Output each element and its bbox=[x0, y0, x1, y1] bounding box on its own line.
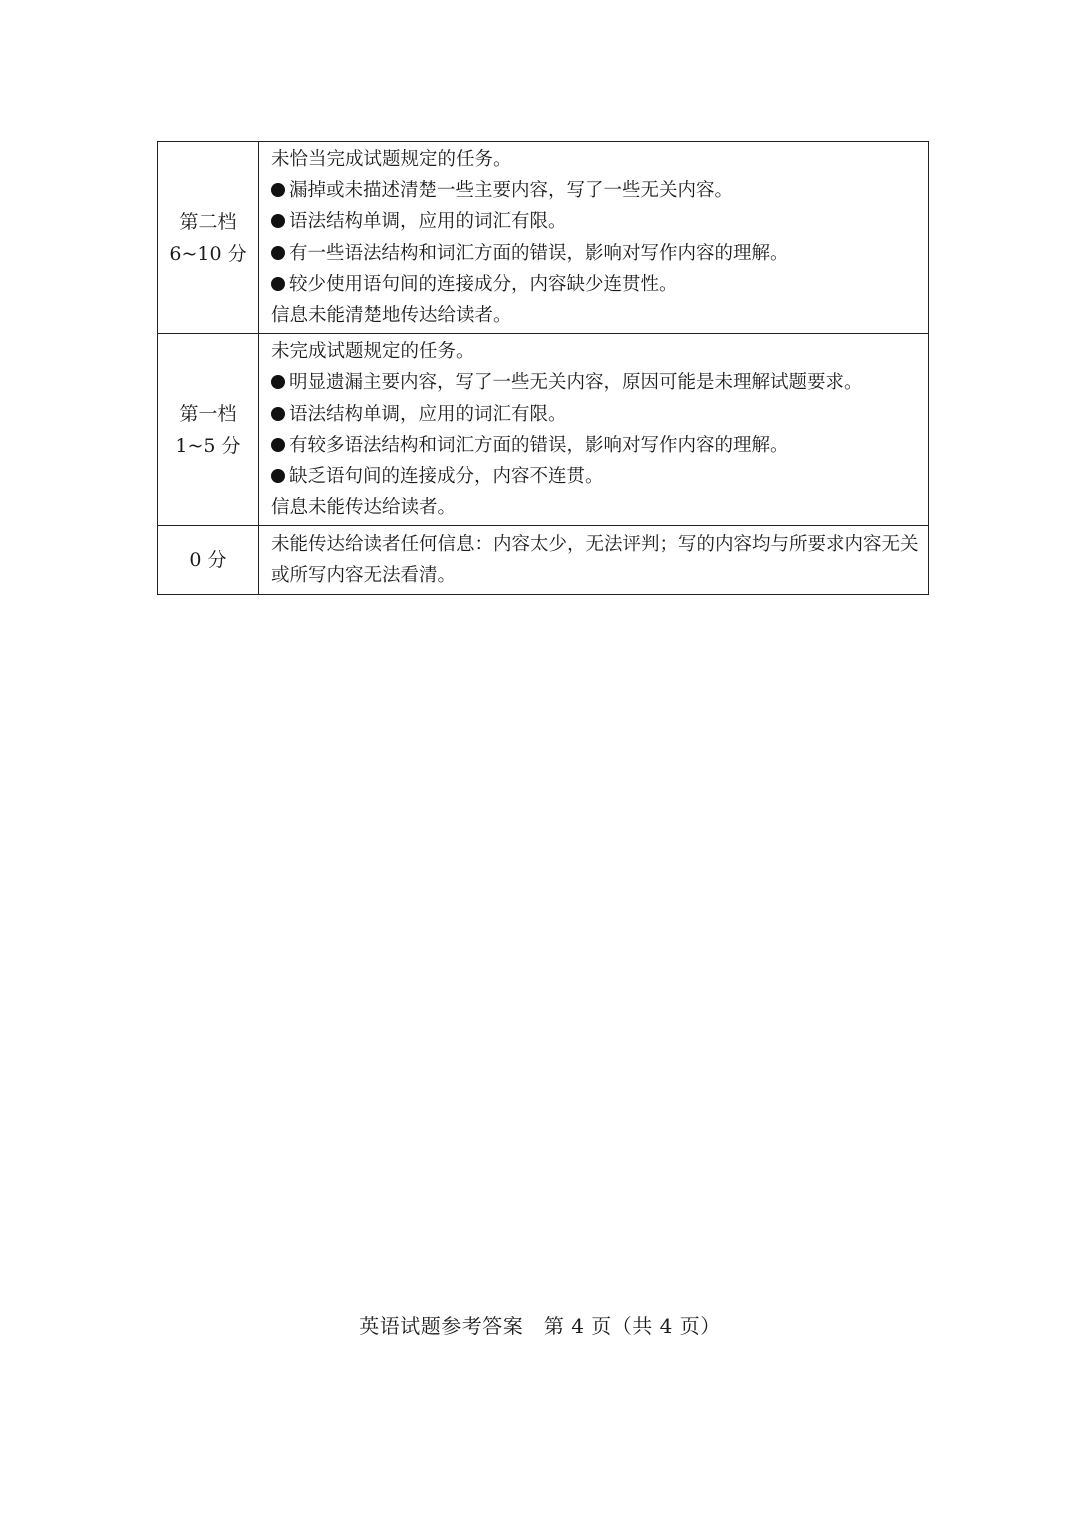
rubric-line: 未恰当完成试题规定的任务。 bbox=[271, 149, 512, 170]
level-label: 第二档 bbox=[179, 210, 237, 233]
rubric-line: 有较多语法结构和词汇方面的错误，影响对写作内容的理解。 bbox=[271, 430, 922, 461]
level-cell bbox=[158, 142, 259, 334]
rubric-line: 语法结构单调，应用的词汇有限。 bbox=[271, 399, 922, 430]
rubric-line: 语法结构单调，应用的词汇有限。 bbox=[271, 206, 922, 237]
rubric-line: 未能传达给读者任何信息：内容太少，无法评判；写的内容均与所要求内容无关或所写内容无法看清。 bbox=[271, 534, 919, 587]
description-cell bbox=[259, 526, 929, 595]
rubric-line: 漏掉或未描述清楚一些主要内容，写了一些无关内容。 bbox=[271, 175, 922, 206]
rubric-line: 缺乏语句间的连接成分，内容不连贯。 bbox=[271, 461, 922, 492]
rubric-row-level-1 bbox=[158, 334, 929, 526]
scoring-rubric-table bbox=[157, 141, 929, 595]
bullet-icon bbox=[271, 183, 285, 197]
rubric-row-zero bbox=[158, 526, 929, 595]
rubric-line: 较少使用语句间的连接成分，内容缺少连贯性。 bbox=[271, 269, 922, 300]
rubric-line: 未完成试题规定的任务。 bbox=[271, 341, 475, 363]
bullet-icon bbox=[271, 277, 285, 291]
level-cell bbox=[158, 334, 259, 526]
description-cell bbox=[259, 142, 929, 334]
bullet-icon bbox=[271, 214, 285, 228]
description-cell bbox=[259, 334, 929, 526]
footer-page-number: 第 4 页（共 4 页） bbox=[543, 1314, 721, 1338]
score-range: 6~10 分 bbox=[169, 242, 247, 265]
level-cell bbox=[158, 526, 259, 595]
bullet-icon bbox=[271, 246, 285, 260]
rubric-line: 信息未能传达给读者。 bbox=[271, 497, 457, 519]
page-footer bbox=[0, 1310, 1080, 1339]
score-range: 1~5 分 bbox=[175, 434, 241, 457]
rubric-line: 有一些语法结构和词汇方面的错误，影响对写作内容的理解。 bbox=[271, 238, 922, 269]
bullet-icon bbox=[271, 469, 285, 483]
score-range: 0 分 bbox=[189, 549, 227, 572]
rubric-line: 信息未能清楚地传达给读者。 bbox=[271, 305, 512, 327]
level-label: 第一档 bbox=[179, 402, 237, 425]
bullet-icon bbox=[271, 407, 285, 421]
rubric-line: 明显遗漏主要内容，写了一些无关内容，原因可能是未理解试题要求。 bbox=[271, 367, 922, 398]
rubric-row-level-2 bbox=[158, 142, 929, 334]
bullet-icon bbox=[271, 438, 285, 452]
footer-subject: 英语试题参考答案 bbox=[359, 1314, 524, 1338]
bullet-icon bbox=[271, 375, 285, 389]
